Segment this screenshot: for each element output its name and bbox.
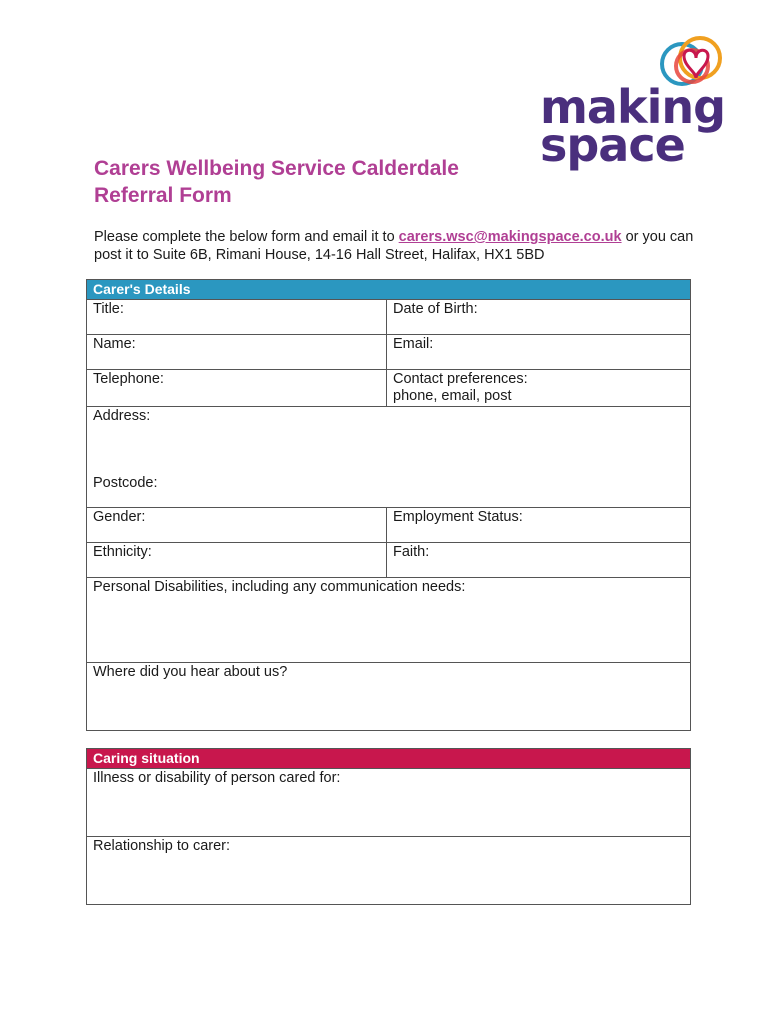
email-link[interactable]: carers.wsc@makingspace.co.uk xyxy=(398,229,622,245)
table-row xyxy=(87,769,691,837)
postcode-label: Postcode: xyxy=(93,475,158,491)
disabilities-field[interactable] xyxy=(87,578,691,663)
logo-word-making: making xyxy=(540,80,726,134)
table-row xyxy=(87,837,691,905)
employment-status-label: Employment Status: xyxy=(393,509,523,525)
faith-label: Faith: xyxy=(393,544,430,560)
table-row xyxy=(87,370,691,407)
hear-about-us-label: Where did you hear about us? xyxy=(93,664,288,680)
carers-details-table xyxy=(86,279,691,731)
caring-situation-header xyxy=(87,749,691,769)
illness-label: Illness or disability of person cared for: xyxy=(93,770,341,786)
making-space-logo xyxy=(540,36,730,172)
ethnicity-field[interactable] xyxy=(87,543,387,578)
page-title xyxy=(94,155,459,209)
title-line-2: Referral Form xyxy=(94,184,232,207)
disabilities-label: Personal Disabilities, including any communication needs: xyxy=(93,579,466,595)
contact-preferences-field[interactable] xyxy=(387,370,691,407)
carers-details-heading: Carer's Details xyxy=(93,281,191,297)
logo-word-space: space xyxy=(540,118,685,172)
carers-details-header xyxy=(87,280,691,300)
title-field[interactable] xyxy=(87,300,387,335)
gender-field[interactable] xyxy=(87,508,387,543)
hear-about-us-field[interactable] xyxy=(87,663,691,731)
faith-field[interactable] xyxy=(387,543,691,578)
address-label: Address: xyxy=(93,408,151,424)
table-row xyxy=(87,508,691,543)
intro-after: or you can post it to Suite 6B, Rimani House, 14-16 Hall Street, Halifax, HX1 5BD xyxy=(94,229,694,263)
intro-text xyxy=(94,228,694,264)
table-row xyxy=(87,335,691,370)
address-field[interactable] xyxy=(87,407,691,508)
employment-status-field[interactable] xyxy=(387,508,691,543)
gender-label: Gender: xyxy=(93,509,146,525)
table-row xyxy=(87,300,691,335)
telephone-label: Telephone: xyxy=(93,371,164,387)
caring-situation-table xyxy=(86,748,691,905)
contact-preferences-label: Contact preferences: xyxy=(393,371,528,387)
table-row xyxy=(87,578,691,663)
caring-situation-heading: Caring situation xyxy=(93,750,200,766)
name-field[interactable] xyxy=(87,335,387,370)
relationship-field[interactable] xyxy=(87,837,691,905)
dob-label: Date of Birth: xyxy=(393,301,478,317)
title-label: Title: xyxy=(93,301,124,317)
ethnicity-label: Ethnicity: xyxy=(93,544,152,560)
telephone-field[interactable] xyxy=(87,370,387,407)
table-row xyxy=(87,663,691,731)
table-row xyxy=(87,407,691,508)
illness-field[interactable] xyxy=(87,769,691,837)
email-label: Email: xyxy=(393,336,434,352)
intro-before: Please complete the below form and email it to xyxy=(94,229,399,245)
email-field[interactable] xyxy=(387,335,691,370)
relationship-label: Relationship to carer: xyxy=(93,838,231,854)
dob-field[interactable] xyxy=(387,300,691,335)
title-line-1: Carers Wellbeing Service Calderdale xyxy=(94,157,459,180)
contact-preferences-options: phone, email, post xyxy=(393,388,512,404)
name-label: Name: xyxy=(93,336,136,352)
table-row xyxy=(87,543,691,578)
